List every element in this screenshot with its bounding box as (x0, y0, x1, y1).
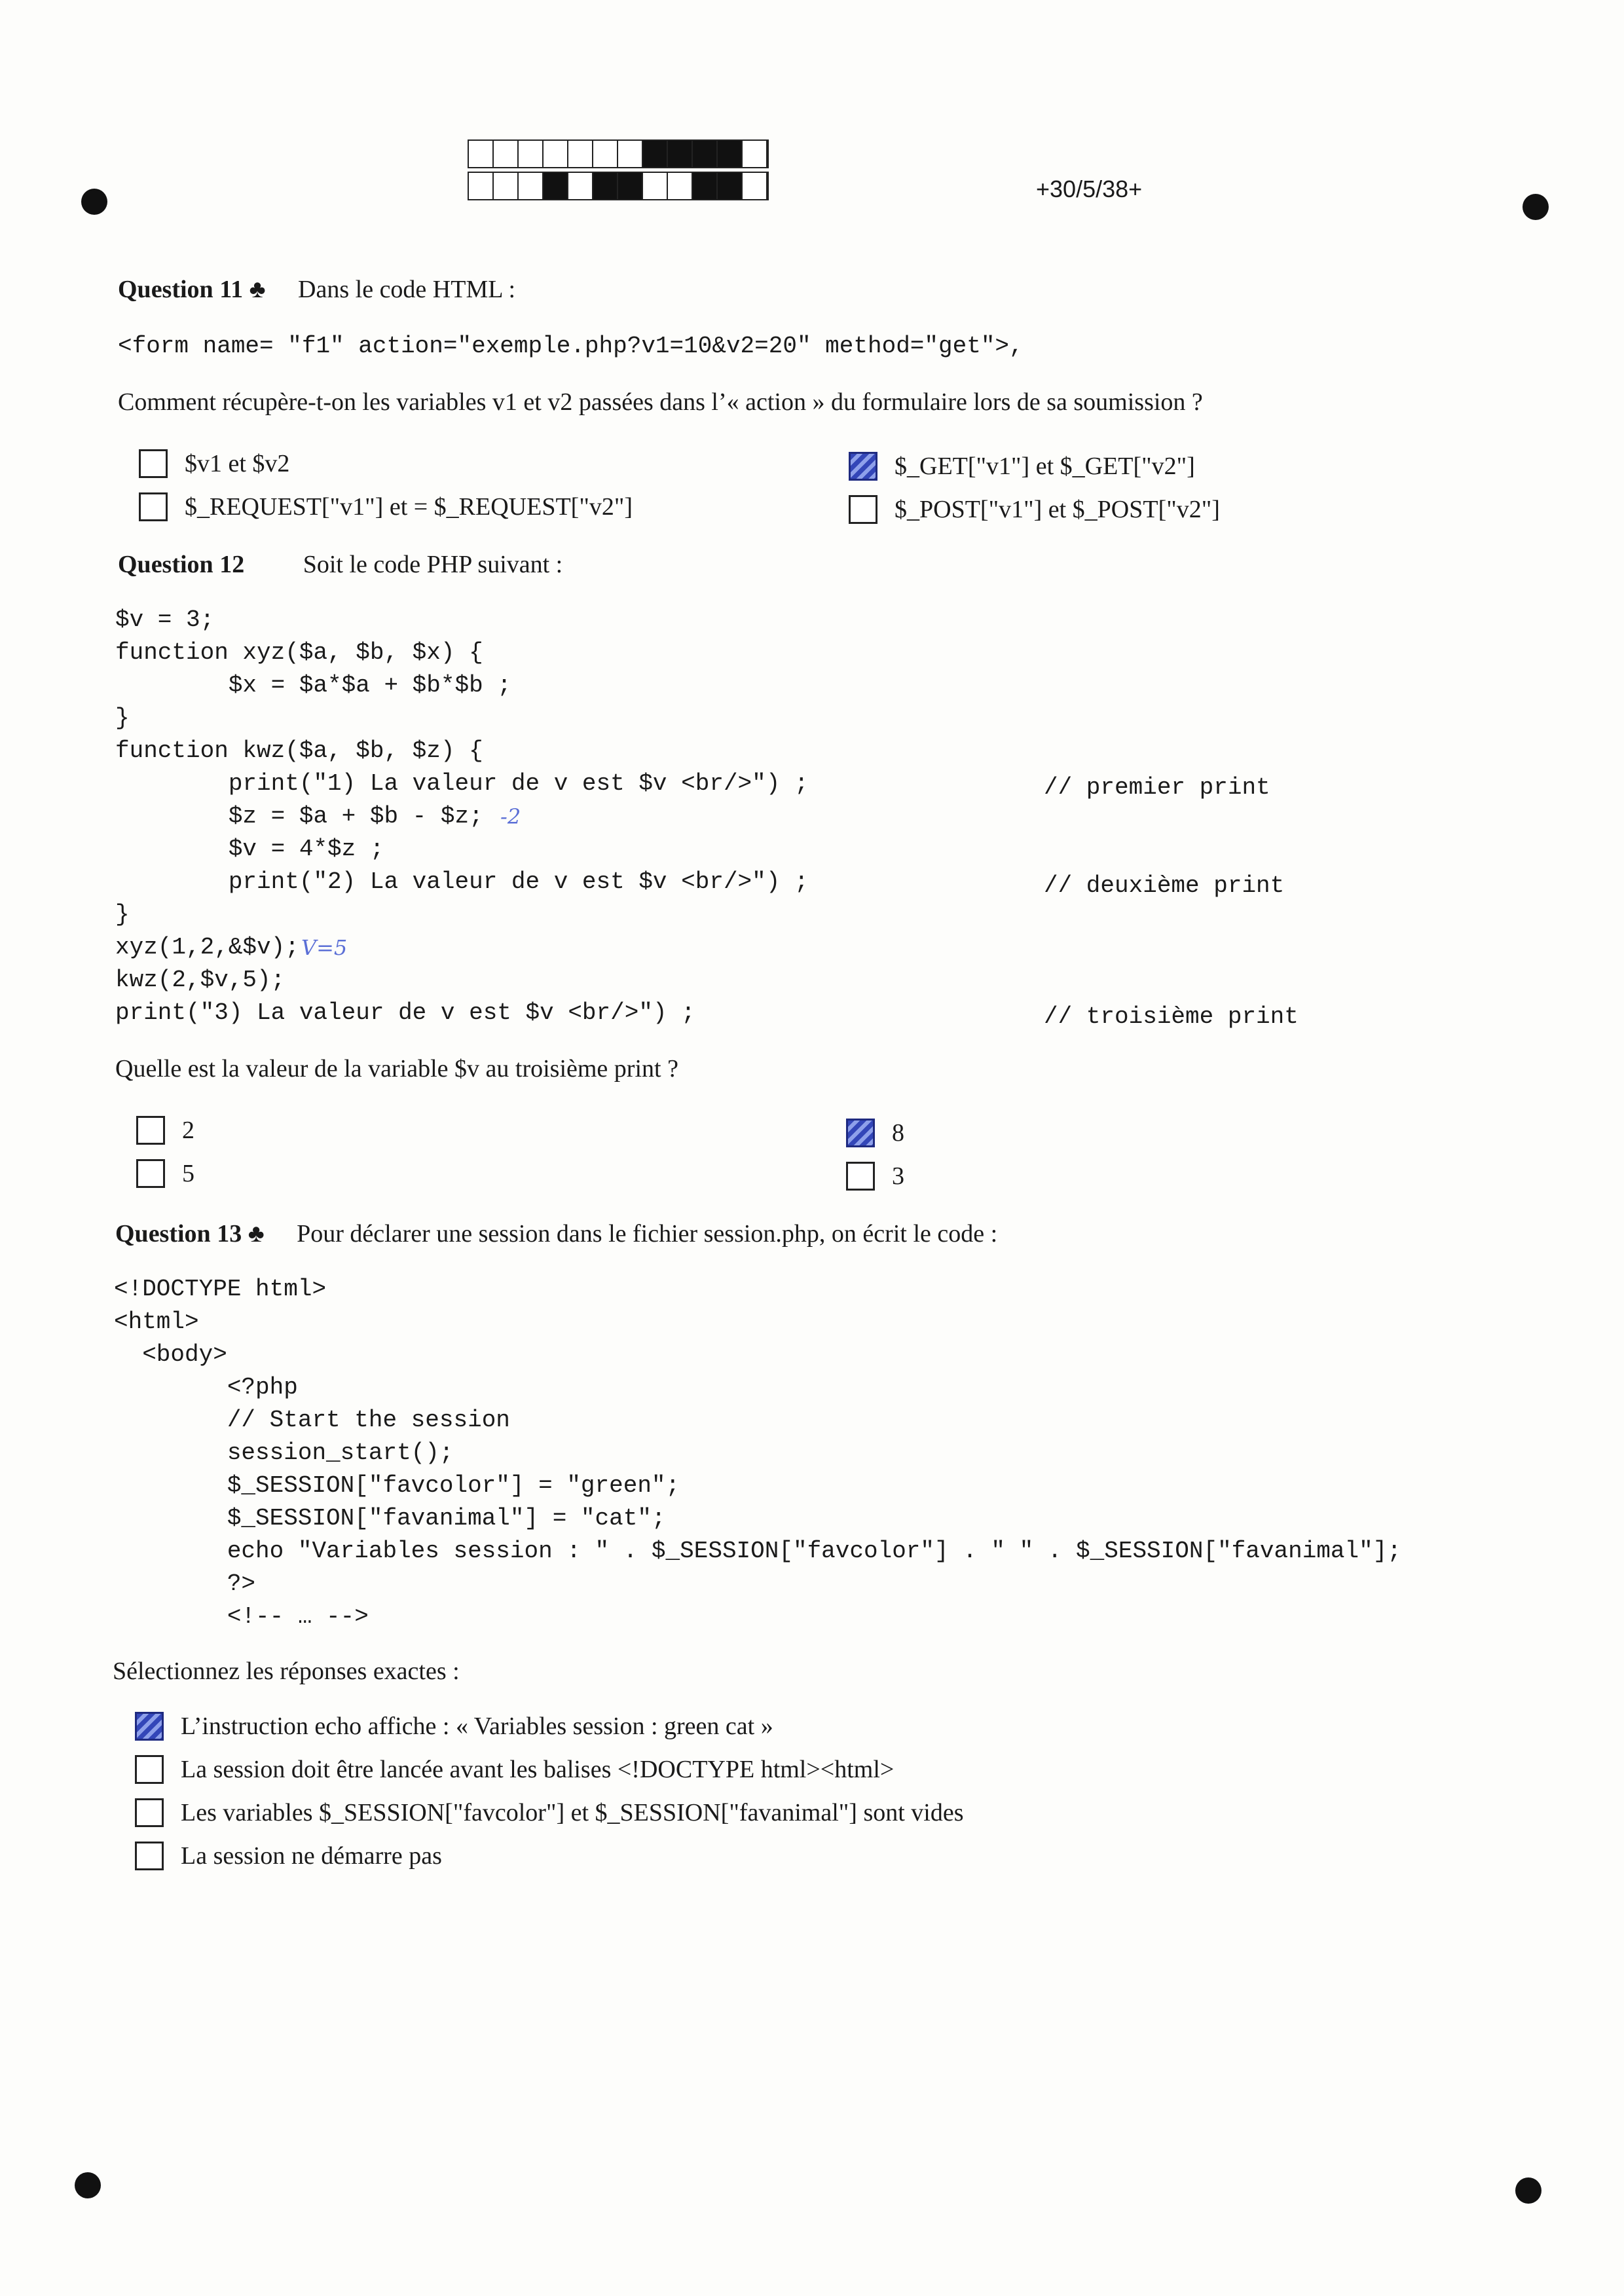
question-intro: Dans le code HTML : (298, 276, 516, 303)
question-12-header (118, 550, 563, 579)
option-label: $v1 et $v2 (185, 450, 290, 477)
option-label: $_GET["v1"] et $_GET["v2"] (895, 453, 1195, 480)
option-label: La session ne démarre pas (181, 1842, 442, 1870)
q13-option-3[interactable] (135, 1798, 964, 1827)
checkbox[interactable] (139, 492, 168, 521)
option-label: 5 (182, 1160, 194, 1187)
option-label: 8 (892, 1119, 904, 1147)
handwritten-note: -2 (500, 804, 521, 829)
question-11-code: <form name= "f1" action="exemple.php?v1=10&v2=20" method="get">, (118, 333, 1024, 360)
q13-option-2[interactable] (135, 1755, 894, 1784)
club-icon: ♣ (248, 1220, 265, 1248)
option-label: 2 (182, 1117, 194, 1144)
q11-option-2[interactable] (139, 492, 633, 521)
q11-option-4[interactable] (849, 495, 1220, 524)
q13-option-4[interactable] (135, 1842, 442, 1870)
checkbox[interactable] (846, 1162, 875, 1191)
question-label: Question 13 (115, 1220, 242, 1248)
checkbox[interactable] (135, 1755, 164, 1784)
q11-option-1[interactable] (139, 449, 289, 478)
question-12-text: Quelle est la valeur de la variable $v au troisième print ? (115, 1055, 678, 1083)
question-11-header (118, 275, 515, 304)
checkbox[interactable] (849, 495, 877, 524)
checkbox[interactable] (135, 1842, 164, 1870)
question-intro: Pour déclarer une session dans le fichier session.php, on écrit le code : (297, 1220, 998, 1248)
comment-troisieme-print: // troisième print (1044, 1003, 1299, 1030)
registration-mark-top-left (81, 189, 107, 215)
option-label: $_REQUEST["v1"] et = $_REQUEST["v2"] (185, 493, 633, 521)
checkbox[interactable] (135, 1798, 164, 1827)
barcode-row-1 (468, 139, 769, 168)
q12-option-4[interactable] (846, 1162, 904, 1191)
question-13-text: Sélectionnez les réponses exactes : (113, 1657, 460, 1685)
question-intro: Soit le code PHP suivant : (303, 551, 563, 578)
barcode-row-2 (468, 172, 769, 200)
question-label: Question 12 (118, 551, 245, 578)
question-13-header (115, 1219, 997, 1248)
registration-mark-top-right (1522, 194, 1549, 220)
q13-option-1[interactable] (135, 1712, 773, 1741)
option-label: Les variables $_SESSION["favcolor"] et $_SESSION["favanimal"] sont vides (181, 1799, 964, 1826)
q12-option-1[interactable] (136, 1116, 194, 1145)
option-label: La session doit être lancée avant les balises <!DOCTYPE html><html> (181, 1756, 895, 1783)
checkbox[interactable] (136, 1116, 165, 1145)
club-icon: ♣ (249, 276, 266, 303)
checkbox[interactable] (136, 1159, 165, 1188)
option-label: L’instruction echo affiche : « Variables session : green cat » (181, 1713, 773, 1740)
handwritten-note: V=5 (301, 935, 348, 960)
question-label: Question 11 (118, 276, 244, 303)
checkbox-checked[interactable] (849, 452, 877, 481)
q12-option-3[interactable] (846, 1119, 904, 1147)
option-label: 3 (892, 1162, 904, 1190)
page-id: +30/5/38+ (1036, 176, 1143, 202)
question-13-code: <!DOCTYPE html> <html> <body> <?php // Start the session session_start(); $_SESSION["favcolor"] = "green"; $_SESSION["favanimal"] = "cat"; echo "Variables session : " . $_SESSION["favcolor"] . " " . $_SESSION["favanimal"]; ?> <!-- … --> (114, 1276, 1401, 1630)
checkbox-checked[interactable] (135, 1712, 164, 1741)
checkbox-checked[interactable] (846, 1119, 875, 1147)
registration-mark-bottom-left (75, 2172, 101, 2198)
option-label: $_POST["v1"] et $_POST["v2"] (895, 496, 1220, 523)
q11-option-3[interactable] (849, 452, 1195, 481)
registration-mark-bottom-right (1515, 2177, 1541, 2204)
checkbox[interactable] (139, 449, 168, 478)
question-12-code: $v = 3; function xyz($a, $b, $x) { $x = $a*$a + $b*$b ; } function kwz($a, $b, $z) { print("1) La valeur de v est $v <br/>") ; $z = $a + $b - $z; $v = 4*$z ; print("2) La valeur de v est $v <br/>") ; } xyz(1,2,&$v); kwz(2,$v,5); print("3) La valeur de v est $v <br/>") ; (115, 606, 809, 1026)
q12-option-2[interactable] (136, 1159, 194, 1188)
question-11-text: Comment récupère-t-on les variables v1 et v2 passées dans l’« action » du formulaire lors de sa soumission ? (118, 388, 1203, 416)
comment-deuxieme-print: // deuxième print (1044, 872, 1285, 899)
comment-premier-print: // premier print (1044, 774, 1270, 801)
